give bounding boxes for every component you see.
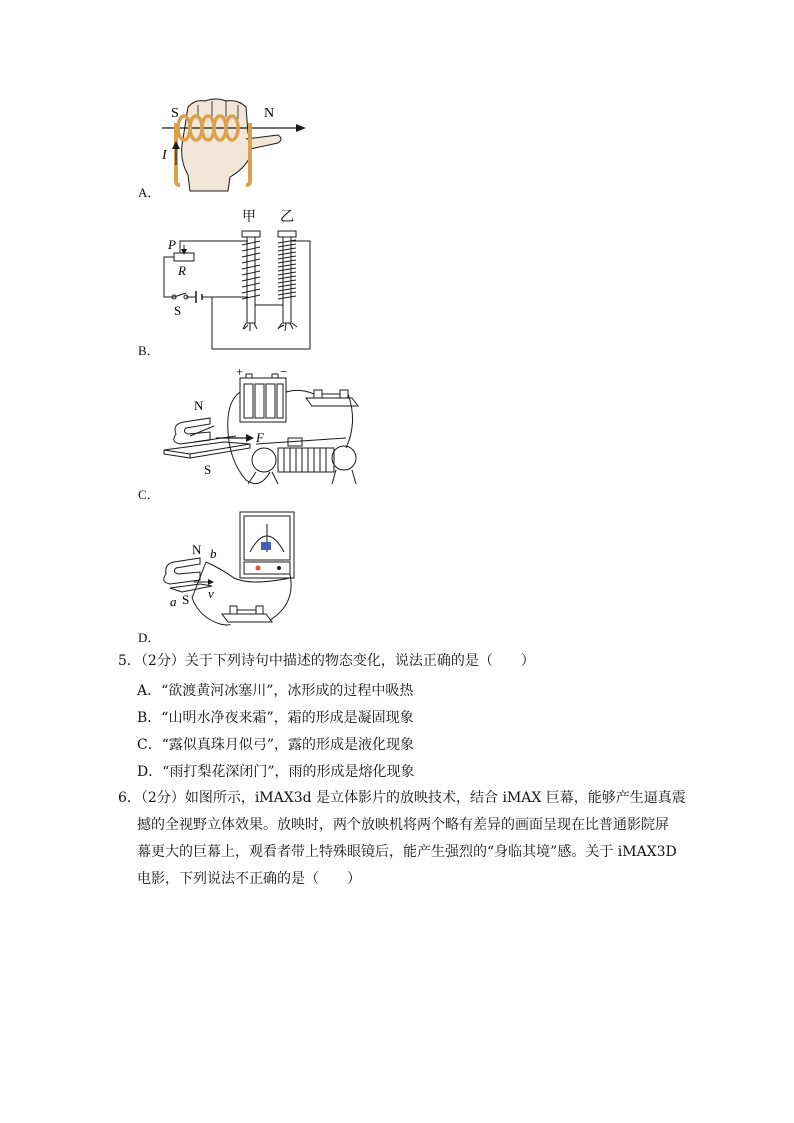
question-6-line-3: 幕更大的巨幕上，观看者带上特殊眼镜后，能产生强烈的“身临其境”感。关于 iMAX3D [137,844,677,860]
label-n: N [264,106,275,121]
label-yi: 乙 [280,210,294,225]
label-s: S [171,106,179,121]
label-minus: − [280,364,288,379]
question-5-option-a: A．“欲渡黄河冰塞川”，冰形成的过程中吸热 [137,683,414,699]
question-6-line-2: 撼的全视野立体效果。放映时，两个放映机将两个略有差异的画面呈现在比普通影院屏 [137,817,669,833]
hand-drawing [182,99,252,191]
label-b: b [210,546,217,561]
label-plus: + [236,364,244,379]
label-jia: 甲 [242,210,256,225]
question-6-line-1: 6．（2分）如图所示，iMAX3d 是立体影片的放映技术，结合 iMAX 巨幕，能够产生逼真震 [118,790,686,806]
question-5-option-d: D．“雨打梨花深闭门”，雨的形成是熔化现象 [137,764,415,780]
label-f: F [256,430,264,445]
label-v: v [208,586,214,601]
option-b-label: B． [138,343,160,358]
question-6-line-4: 电影，下列说法不正确的是（ ） [137,871,361,887]
figure-b-electromagnets [150,205,320,355]
label-s: S [174,303,182,318]
option-c-label: C． [138,487,160,502]
label-a: a [170,594,177,609]
label-current: I [162,148,167,163]
label-n: N [194,398,204,413]
label-r: R [178,263,186,278]
label-n: N [192,542,202,557]
option-d-label: D． [138,630,161,645]
figure-c-motor-principle [160,362,360,492]
question-5-option-b: B．“山明水净夜来霜”，霜的形成是凝固现象 [137,710,414,726]
question-5-option-c: C．“露似真珠月似弓”，露的形成是液化现象 [137,737,415,753]
label-s: S [182,592,190,607]
question-5-stem: 5．（2分）关于下列诗句中描述的物态变化，说法正确的是（ ） [118,653,535,669]
figure-d-induction [160,508,310,638]
label-p: P [168,237,176,252]
figure-a-right-hand-rule [150,95,320,195]
label-s: S [204,462,212,477]
option-a-label: A． [138,185,161,200]
